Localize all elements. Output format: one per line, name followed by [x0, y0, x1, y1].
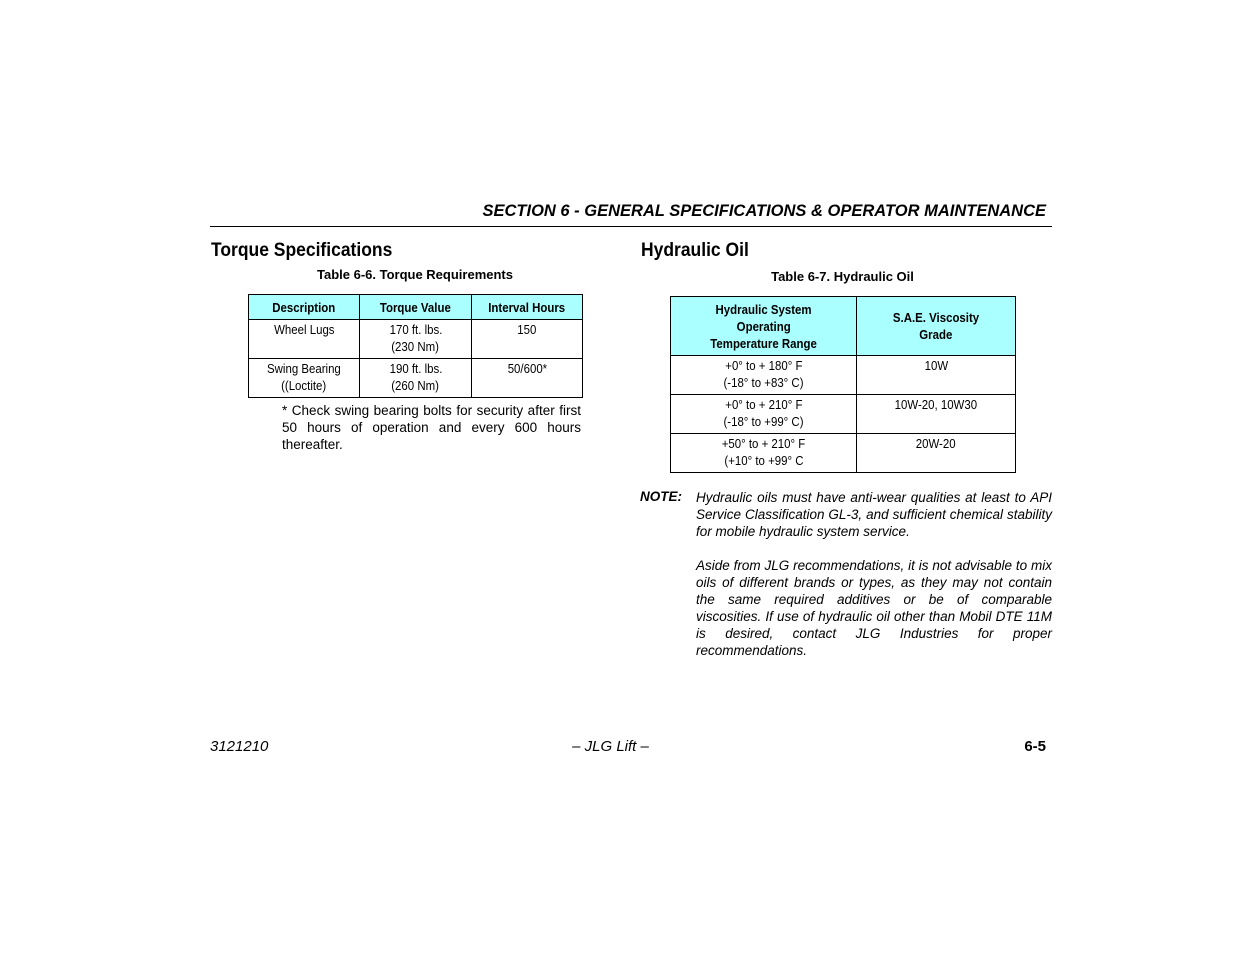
hydraulic-cell-range: +50° to + 210° F (+10° to +99° C [671, 434, 857, 473]
header-rule [210, 226, 1052, 227]
footer-center-title: – JLG Lift – [572, 738, 649, 755]
table-row [249, 359, 583, 398]
table-row [249, 320, 583, 359]
hydraulic-cell-grade: 20W-20 [857, 434, 1016, 473]
torque-cell-description: Wheel Lugs [249, 320, 360, 359]
torque-table [248, 294, 583, 398]
torque-table-caption: Table 6-6. Torque Requirements [316, 267, 513, 282]
table-row [671, 434, 1016, 473]
hydraulic-col-temperature-range: Hydraulic System Operating Temperature Range [671, 297, 857, 356]
footer-page-number: 6-5 [1024, 738, 1046, 755]
section-header-title: SECTION 6 - GENERAL SPECIFICATIONS & OPERATOR MAINTENANCE [482, 202, 1046, 220]
hydraulic-heading: Hydraulic Oil [641, 240, 749, 261]
torque-cell-interval: 150 [472, 320, 583, 359]
torque-cell-description: Swing Bearing ((Loctite) [249, 359, 360, 398]
note-paragraph-1: Hydraulic oils must have anti-wear qualities at least to API Service Classification GL-3, and sufficient chemical stability for mobile hydraulic system service. [696, 490, 1052, 539]
note-label: NOTE: [640, 489, 682, 504]
note-paragraph-2: Aside from JLG recommendations, it is not advisable to mix oils of different brands or types, as they may not contain the same required additives or be of comparable viscosities. If use of hydraulic oil other than Mobil DTE 11M is desired, contact JLG Industries for proper recommendations. [696, 558, 1052, 658]
torque-col-torque-value: Torque Value [360, 295, 472, 320]
torque-cell-value: 190 ft. lbs. (260 Nm) [360, 359, 472, 398]
torque-col-interval-hours: Interval Hours [472, 295, 583, 320]
torque-cell-interval: 50/600* [472, 359, 583, 398]
torque-heading: Torque Specifications [211, 240, 393, 261]
hydraulic-oil-table [670, 296, 1016, 473]
hydraulic-col-viscosity-grade: S.A.E. Viscosity Grade [857, 297, 1016, 356]
hydraulic-cell-range: +0° to + 180° F (-18° to +83° C) [671, 356, 857, 395]
table-row [671, 356, 1016, 395]
hydraulic-cell-grade: 10W-20, 10W30 [857, 395, 1016, 434]
torque-col-description: Description [249, 295, 360, 320]
hydraulic-table-caption: Table 6-7. Hydraulic Oil [771, 269, 914, 284]
torque-cell-value: 170 ft. lbs. (230 Nm) [360, 320, 472, 359]
hydraulic-cell-grade: 10W [857, 356, 1016, 395]
footer-doc-number: 3121210 [210, 738, 269, 755]
hydraulic-cell-range: +0° to + 210° F (-18° to +99° C) [671, 395, 857, 434]
table-row [671, 395, 1016, 434]
torque-footnote: * Check swing bearing bolts for security after first 50 hours of operation and every 600 hours thereafter. [282, 403, 581, 452]
